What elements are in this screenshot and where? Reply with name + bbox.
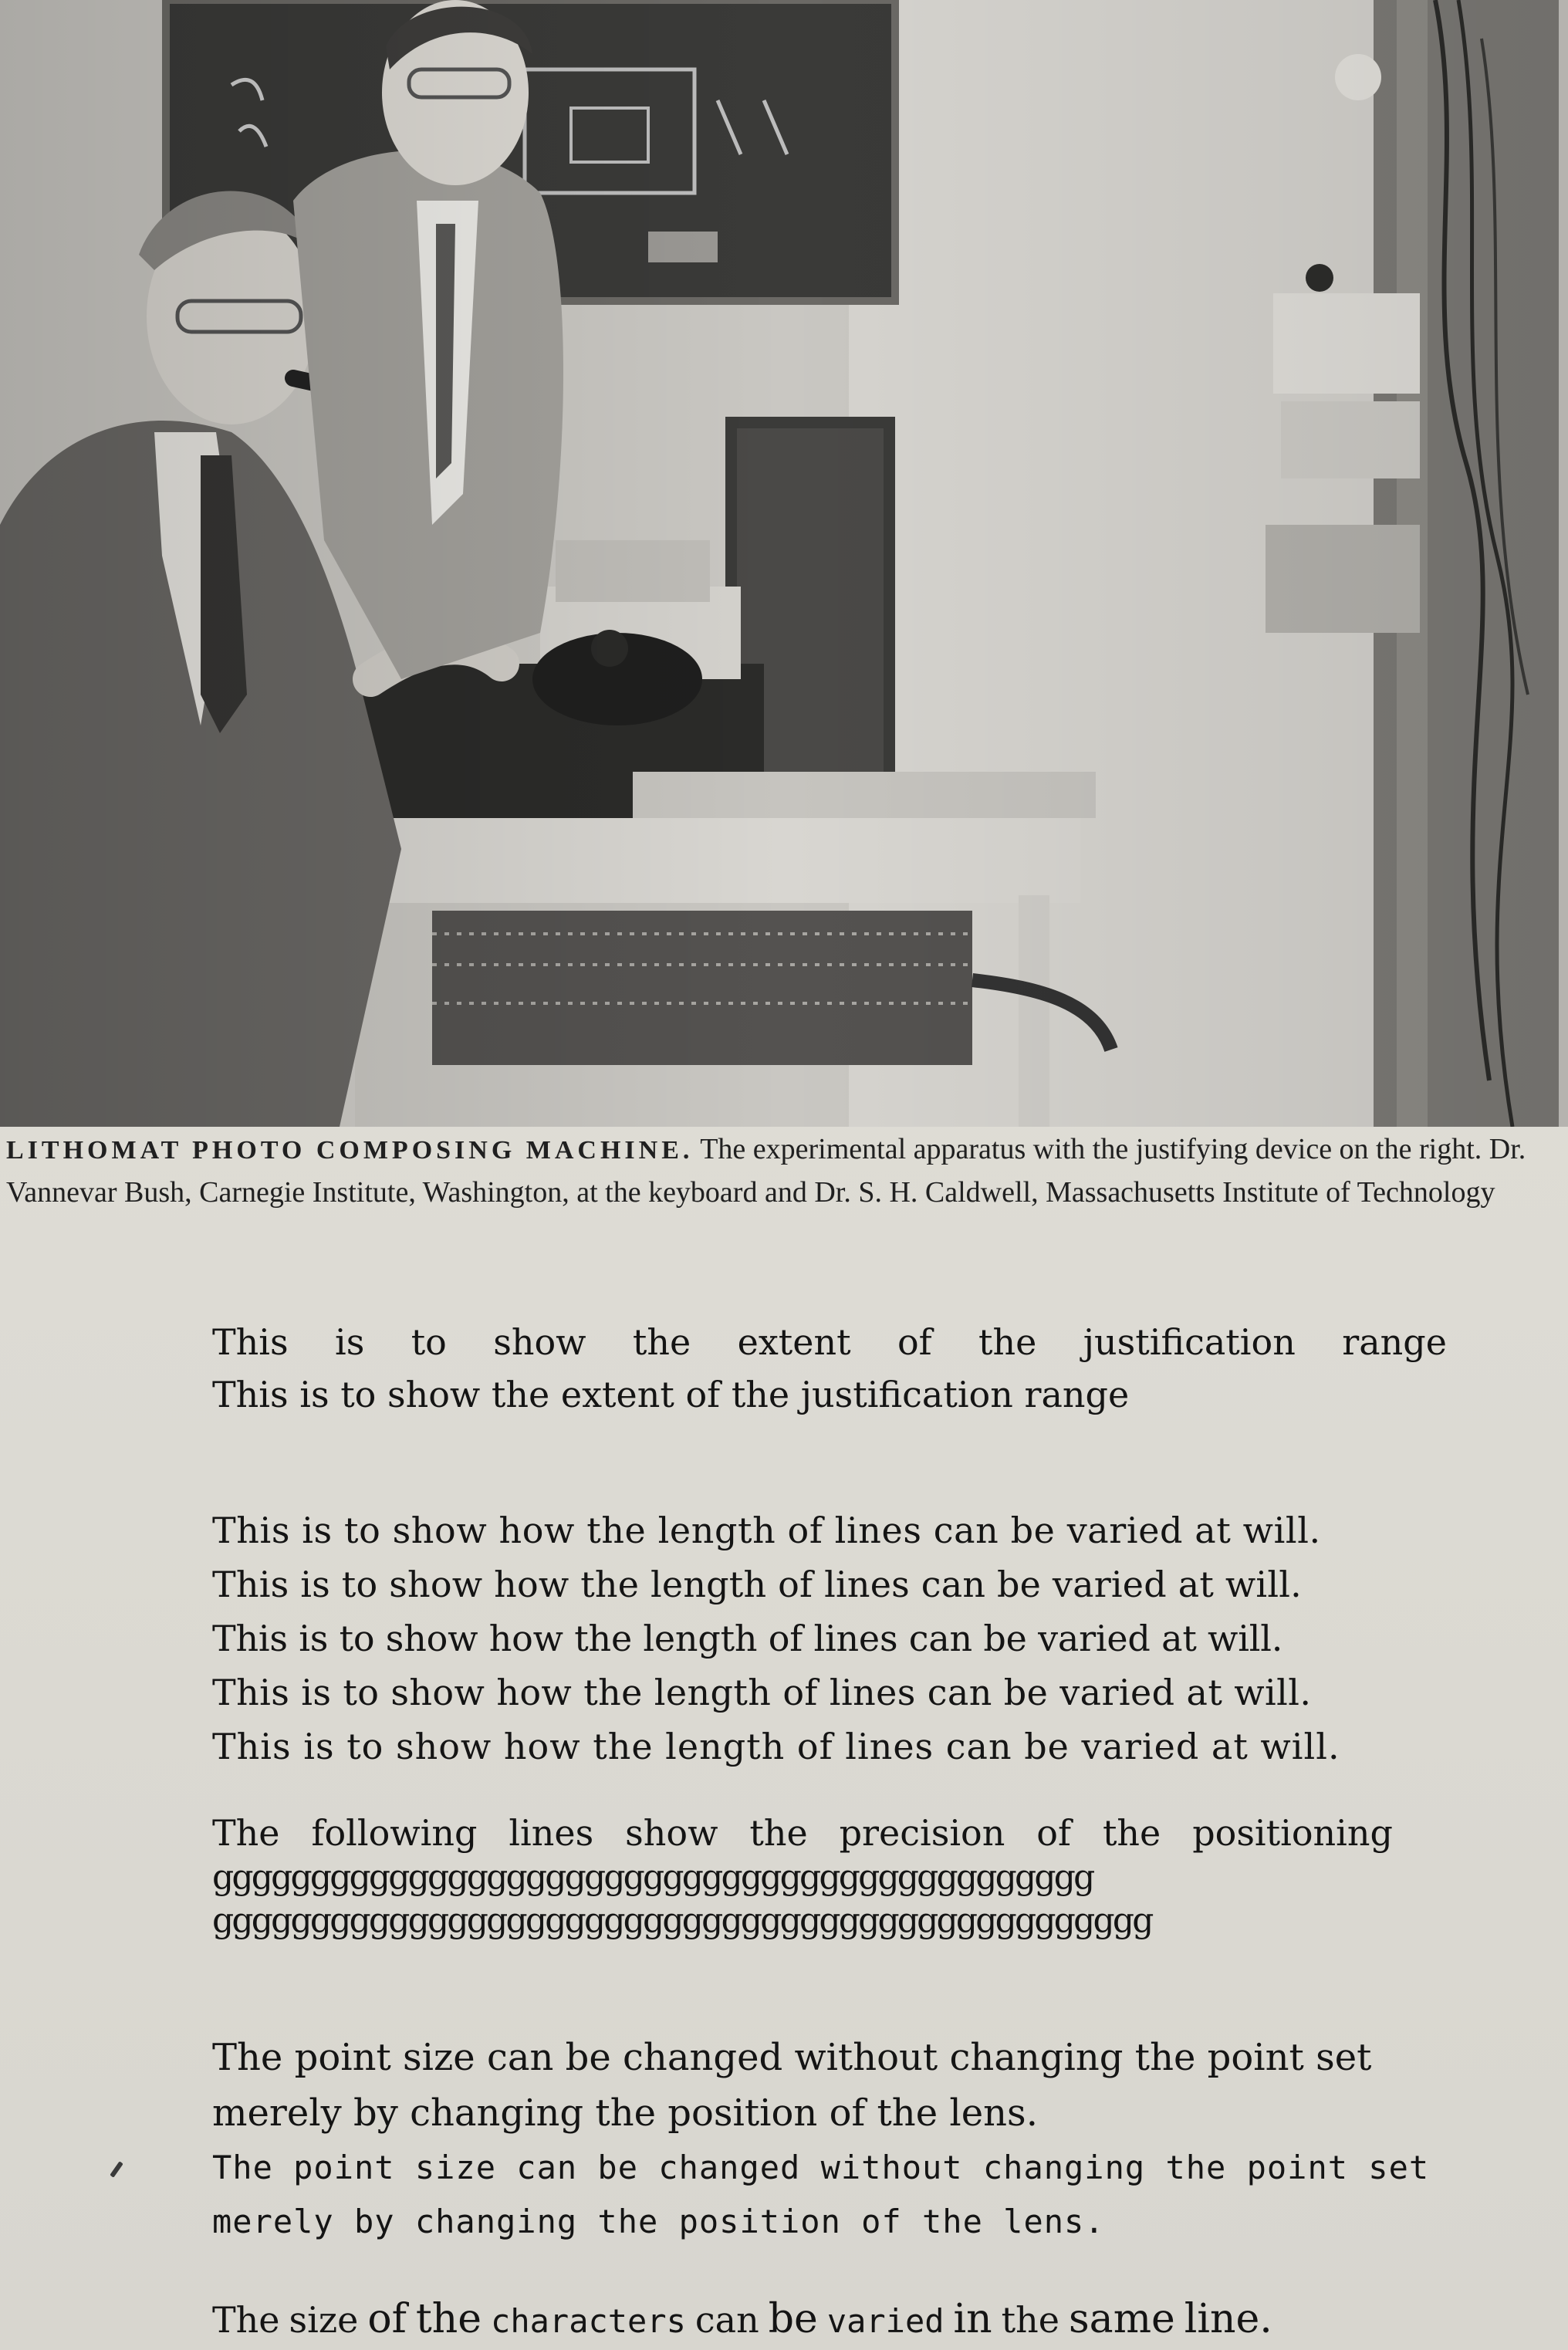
point-size-line: The point size can be changed without changing the point set: [212, 2149, 1430, 2186]
precision-word: precision: [839, 1812, 1005, 1854]
char-size-word: The: [212, 2299, 280, 2341]
photograph: [0, 0, 1568, 1127]
g-line-1: ggggggggggggggggggggggggggggggggggggggggggggg: [212, 1858, 1093, 1897]
char-size-sample: [212, 2296, 1282, 2345]
justified-word: the: [632, 1321, 691, 1363]
justified-word: justification: [1083, 1321, 1296, 1363]
length-line: This is to show how the length of lines can be varied at will.: [212, 1510, 1321, 1551]
normal-line: This is to show the extent of the justification range: [212, 1374, 1130, 1415]
char-size-word: size: [289, 2299, 359, 2341]
precision-sample: [212, 1810, 1393, 1943]
char-size-line: [212, 2296, 1282, 2345]
justified-line: [212, 1316, 1447, 1368]
char-size-word: in: [953, 2296, 992, 2342]
char-size-word: characters: [491, 2302, 686, 2340]
point-size-line: merely by changing the position of the lens.: [212, 2203, 1105, 2240]
precision-word: the: [1102, 1812, 1161, 1854]
point-size-sample: [212, 2030, 1429, 2249]
precision-word: of: [1036, 1812, 1072, 1854]
char-size-word: varied: [826, 2302, 945, 2340]
precision-word: show: [625, 1812, 718, 1854]
precision-word: following: [311, 1812, 478, 1854]
char-size-word: line.: [1184, 2296, 1272, 2342]
char-size-word: be: [768, 2296, 818, 2342]
length-line: This is to show how the length of lines can be varied at will.: [212, 1564, 1302, 1605]
length-line: This is to show how the length of lines can be varied at will.: [212, 1672, 1312, 1713]
precision-word: the: [749, 1812, 808, 1854]
char-size-word: can: [694, 2299, 759, 2341]
precision-word: The: [212, 1812, 280, 1854]
point-size-line: The point size can be changed without changing the point set: [212, 2036, 1372, 2079]
justified-word: extent: [737, 1321, 851, 1363]
justified-word: show: [493, 1321, 586, 1363]
pen-mark: [110, 2161, 123, 2177]
justified-word: of: [897, 1321, 932, 1363]
caption-lead: LITHOMAT PHOTO COMPOSING MACHINE.: [6, 1136, 694, 1165]
photo-caption: [6, 1128, 1557, 1214]
length-line: This is to show how the length of lines can be varied at will.: [212, 1726, 1340, 1767]
justified-word: is: [335, 1321, 365, 1363]
length-line: This is to show how the length of lines can be varied at will.: [212, 1618, 1283, 1659]
justified-word: range: [1342, 1321, 1447, 1363]
justified-word: the: [978, 1321, 1037, 1363]
precision-heading: [212, 1810, 1393, 1856]
g-line-2: gggggggggggggggggggggggggggggggggggggggggggggggg: [212, 1901, 1152, 1940]
justification-sample: [212, 1316, 1447, 1421]
line-length-sample: [212, 1503, 1340, 1773]
precision-word: lines: [509, 1812, 594, 1854]
justified-word: to: [411, 1321, 447, 1363]
char-size-word: the: [1001, 2299, 1059, 2341]
justified-word: This: [212, 1321, 289, 1363]
point-size-line: merely by changing the position of the lens.: [212, 2091, 1038, 2135]
caption-text: The experimental apparatus with the justifying device on the right. Dr. Vannevar Bush, Carnegie Institute, Washington, at the keyboard and Dr. S. H. Caldwell, Massachusetts Institute of Technology: [6, 1133, 1526, 1209]
char-size-word: of: [367, 2296, 407, 2342]
char-size-word: same: [1069, 2296, 1175, 2342]
precision-word: positioning: [1192, 1812, 1393, 1854]
char-size-word: the: [415, 2296, 482, 2342]
